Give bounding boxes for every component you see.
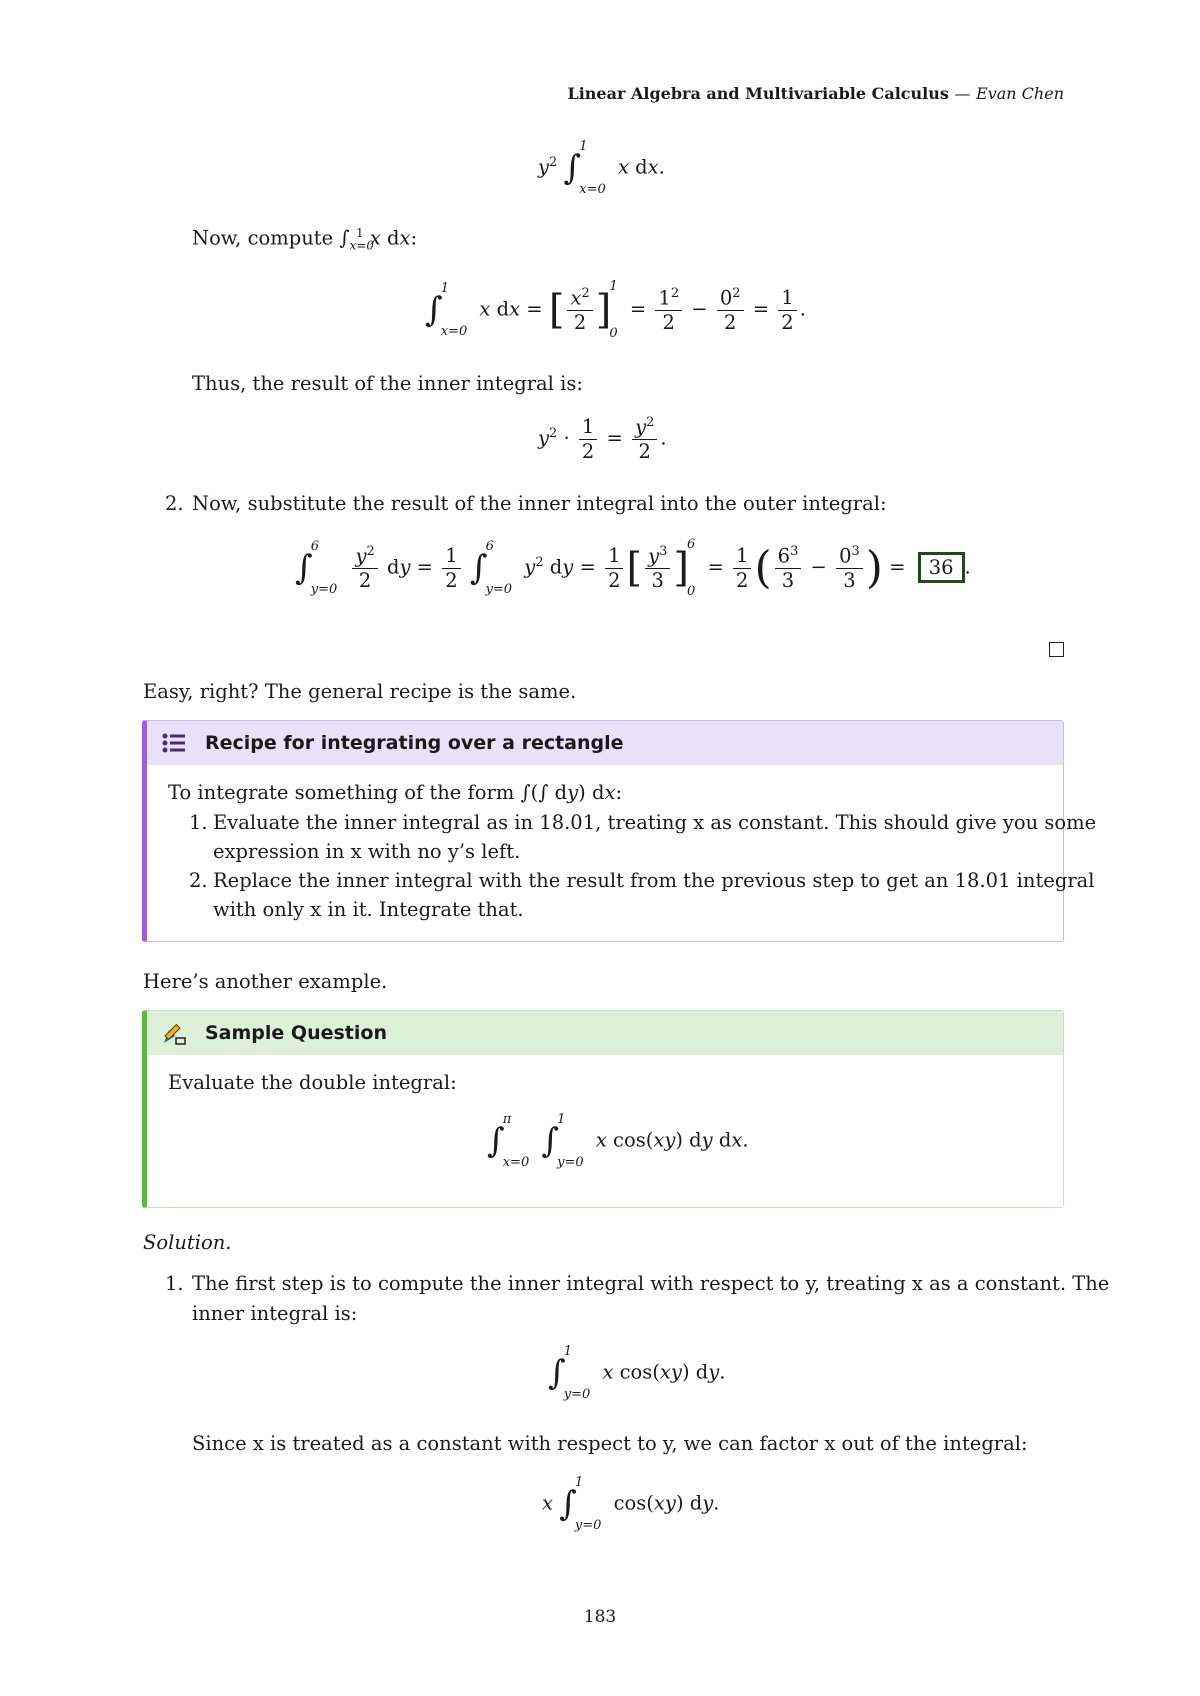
recipe-item-2-line1: Replace the inner integral with the result from the previous step to get an 18.01 integral	[213, 869, 1095, 892]
solution-step1-line1: The first step is to compute the inner integral with respect to y, treating x as a constant. The	[192, 1272, 1110, 1295]
boxed-answer: 36	[918, 552, 965, 583]
recipe-box	[142, 720, 1097, 942]
equation-inner-result: $y^2$ · $\frac{1}{2}$ = $\frac{y^2}{2}$ .	[538, 415, 667, 463]
sample-title: Sample Question	[205, 1022, 387, 1044]
header-separator: —	[954, 84, 971, 103]
paragraph-easy: Easy, right? The general recipe is the same.	[143, 680, 577, 703]
recipe-item-2-num: 2.	[189, 869, 208, 892]
running-header	[567, 84, 1064, 103]
step2-number: 2.	[165, 492, 184, 515]
equation-inner-factored: $y^2$ ∫ 1 x=0 x dx.	[538, 139, 665, 197]
solution-step1-number: 1.	[165, 1272, 184, 1295]
equation-outer-integral: ∫ 6 y=0 $\frac{y^2}{2}$ dy = $\frac{1}{2}$ ∫ 6 y=0 $y^2$ dy = $\frac{1}{2}$ [ $\frac{y^3}{3}$ ] 6 0 = $\frac{1}{2}$ ( $\frac{6^3}{3}$ − $\frac{0^3}{3}$ ) = 36 .	[295, 537, 971, 599]
paragraph-another-example: Here’s another example.	[143, 970, 388, 993]
solution-step1-line2: inner integral is:	[192, 1302, 358, 1325]
equation-compute-x-integral: ∫ 1 x=0 x dx = [ $\frac{x^2}{2}$ ] 1 0 = $\frac{1^2}{2}$ − $\frac{0^2}{2}$ = $\frac{1}{2}$ .	[425, 279, 806, 341]
step2-text: Now, substitute the result of the inner integral into the outer integral:	[192, 492, 887, 515]
recipe-item-2-line2: with only x in it. Integrate that.	[213, 898, 524, 921]
qed-square-icon	[1049, 642, 1064, 657]
header-author: Evan Chen	[976, 84, 1064, 103]
equation-inner-cos: ∫ 1 y=0 x cos(xy) dy.	[548, 1344, 726, 1402]
recipe-item-1-line2: expression in x with no y’s left.	[213, 840, 521, 863]
recipe-intro: To integrate something of the form ∫(∫ dy) dx:	[168, 781, 623, 804]
sample-prompt: Evaluate the double integral:	[168, 1071, 457, 1094]
equation-factored-cos: x ∫ 1 y=0 cos(xy) dy.	[542, 1475, 720, 1533]
page-number: 183	[583, 1607, 617, 1627]
recipe-box-header	[147, 721, 1063, 765]
sample-question-box	[142, 1010, 1064, 1208]
recipe-title: Recipe for integrating over a rectangle	[205, 732, 624, 754]
sample-box-header	[147, 1011, 1063, 1055]
recipe-item-1-num: 1.	[189, 811, 208, 834]
recipe-item-1-line1: Evaluate the inner integral as in 18.01, treating x as constant. This should give you some	[213, 811, 1097, 834]
list-icon	[161, 730, 187, 756]
header-title: Linear Algebra and Multivariable Calculus	[567, 84, 949, 103]
solution-label: Solution.	[143, 1231, 232, 1254]
pencil-ruler-icon	[161, 1020, 187, 1046]
paragraph-thus: Thus, the result of the inner integral is:	[192, 372, 583, 395]
paragraph-now-compute: Now, compute $\int_{x=0}^1$ x dx:	[192, 226, 418, 253]
paragraph-since: Since x is treated as a constant with respect to y, we can factor x out of the integral:	[192, 1432, 1028, 1455]
equation-double-integral: ∫ π x=0 ∫ 1 y=0 x cos(xy) dy dx.	[487, 1112, 749, 1170]
